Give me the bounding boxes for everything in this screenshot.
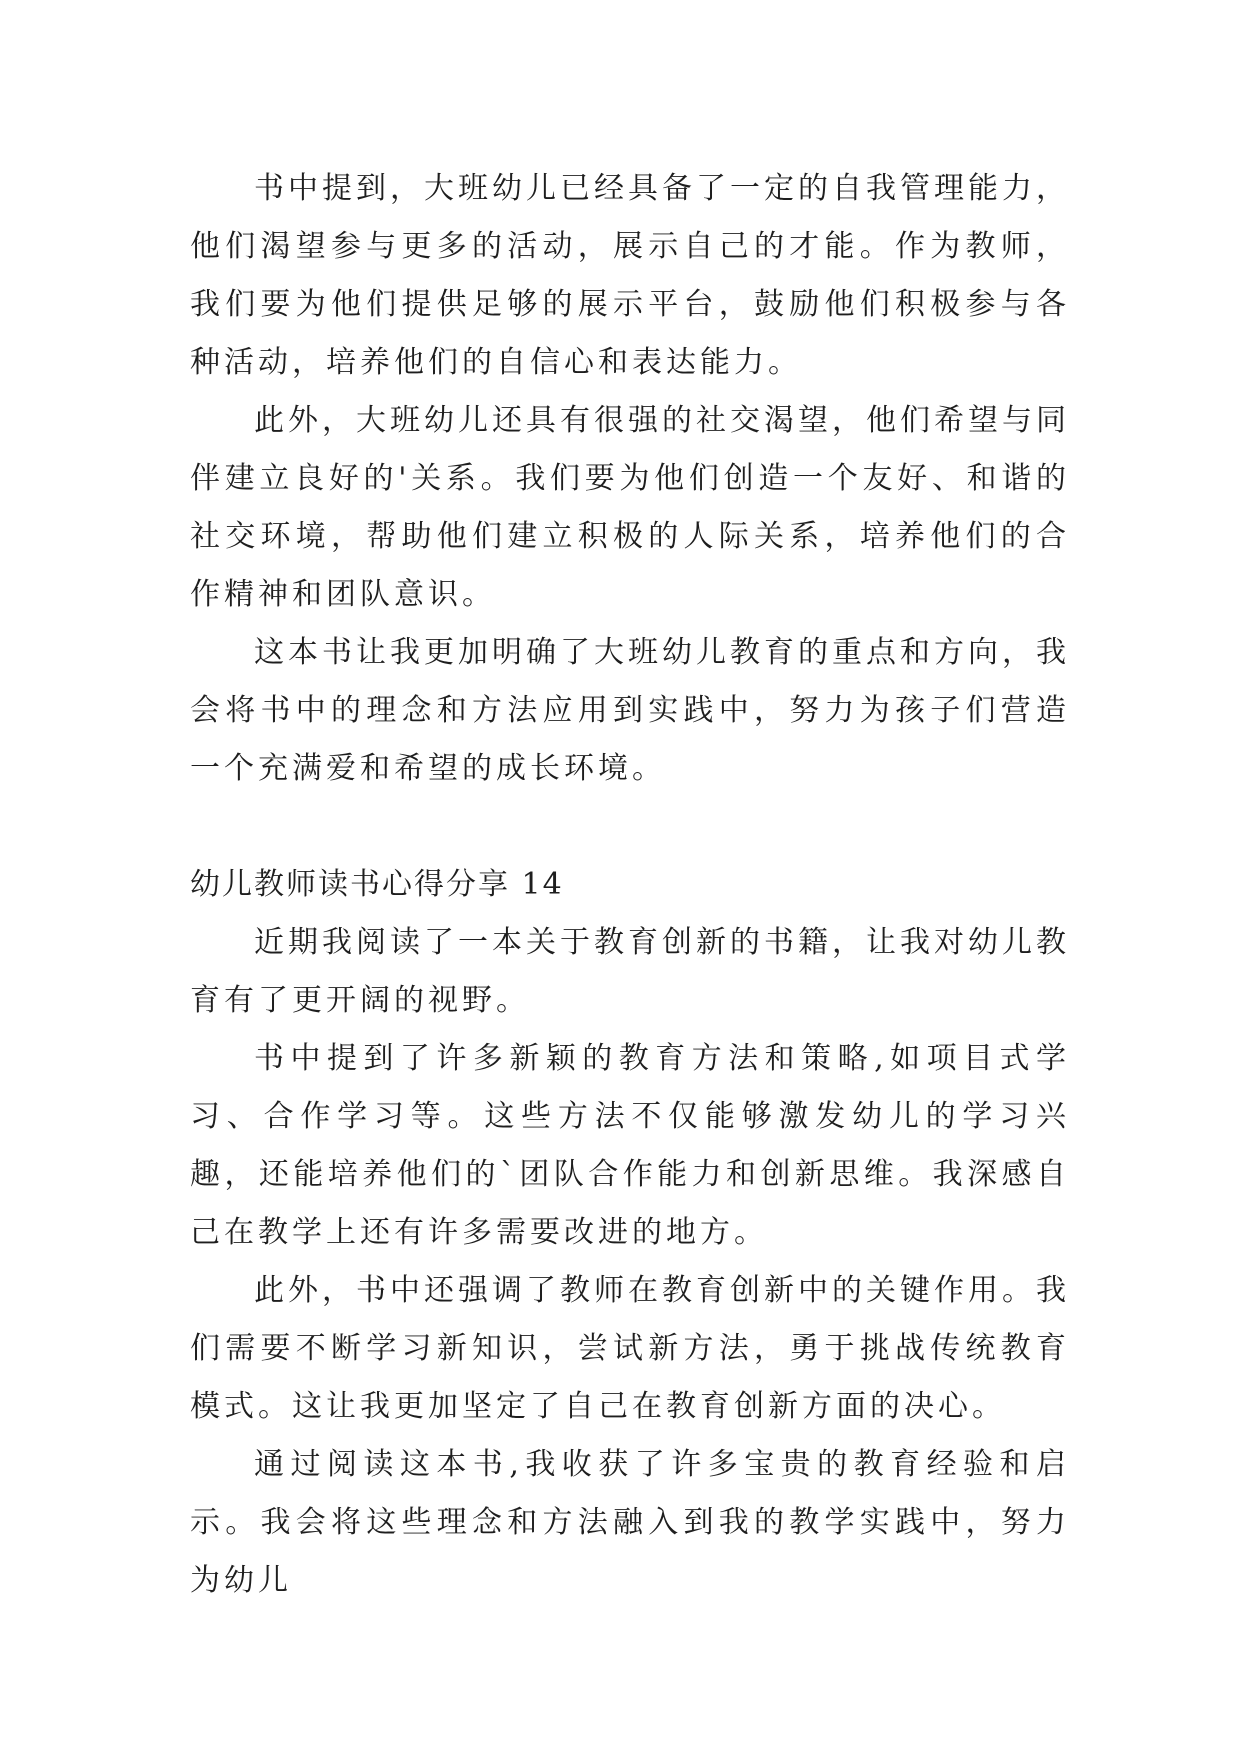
paragraph: 书中提到了许多新颖的教育方法和策略,如项目式学习、合作学习等。这些方法不仅能够激发幼儿的学习兴趣，还能培养他们的`团队合作能力和创新思维。我深感自己在教学上还有许多需要改进的地方。: [190, 1041, 1070, 1250]
document-body: [190, 160, 1070, 1610]
paragraph: 这本书让我更加明确了大班幼儿教育的重点和方向，我会将书中的理念和方法应用到实践中，努力为孩子们营造一个充满爱和希望的成长环境。: [190, 635, 1070, 786]
paragraph: 近期我阅读了一本关于教育创新的书籍，让我对幼儿教育有了更开阔的视野。: [190, 925, 1070, 1018]
paragraph: 此外，书中还强调了教师在教育创新中的关键作用。我们需要不断学习新知识，尝试新方法，勇于挑战传统教育模式。这让我更加坚定了自己在教育创新方面的决心。: [190, 1273, 1070, 1424]
paragraph: 通过阅读这本书,我收获了许多宝贵的教育经验和启示。我会将这些理念和方法融入到我的教学实践中，努力为幼儿: [190, 1447, 1070, 1598]
section-heading: 幼儿教师读书心得分享 14: [190, 867, 564, 902]
paragraph: 书中提到，大班幼儿已经具备了一定的自我管理能力，他们渴望参与更多的活动，展示自己的才能。作为教师，我们要为他们提供足够的展示平台，鼓励他们积极参与各种活动，培养他们的自信心和表达能力。: [190, 171, 1070, 380]
paragraph: 此外，大班幼儿还具有很强的社交渴望，他们希望与同伴建立良好的'关系。我们要为他们创造一个友好、和谐的社交环境，帮助他们建立积极的人际关系，培养他们的合作精神和团队意识。: [190, 403, 1070, 612]
